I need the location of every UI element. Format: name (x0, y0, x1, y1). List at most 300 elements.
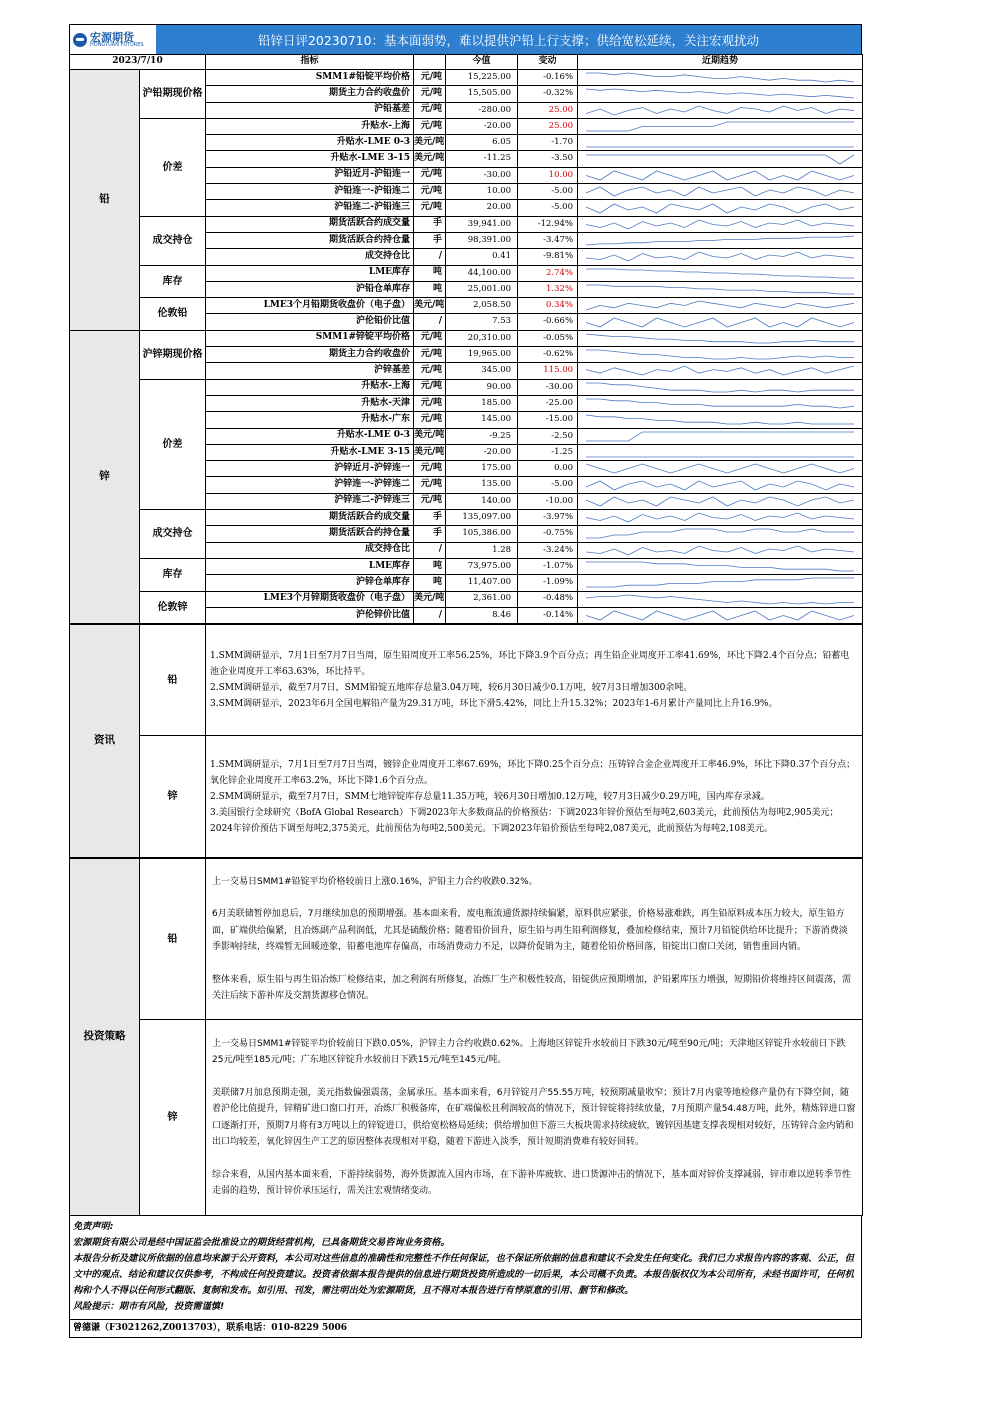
unit-label: 元/吨 (414, 461, 446, 477)
change-value: -3.50 (518, 151, 578, 167)
indicator-name: 升贴水-LME 3-15 (206, 444, 414, 460)
today-value: 140.00 (446, 493, 518, 509)
sparkline-chart (580, 316, 860, 329)
change-value: 115.00 (518, 363, 578, 379)
change-value: -3.97% (518, 510, 578, 526)
indicator-name: 沪锌连一-沪锌连二 (206, 477, 414, 493)
unit-label: 美元/吨 (414, 135, 446, 151)
trend-cell (578, 558, 863, 574)
change-value: -0.14% (518, 607, 578, 623)
change-value: 25.00 (518, 102, 578, 118)
trend-cell (578, 249, 863, 265)
today-value: -280.00 (446, 102, 518, 118)
sparkline-trend (586, 89, 854, 98)
disclaimer-line: 本报告分析及建议所依据的信息均来源于公开资料，本公司对这些信息的准确性和完整性不作任何保证，也不保证所依据的信息和建议不会发生任何变化。我们已力求报告内容的客观、公正，但文中的观点、结论和建议仅供参考，不构成任何投资建议。投资者依据本报告提供的信息进行期货投资所造成的一切后果，本公司概不负责。本报告版权仅为本公司所有，未经书面许可，任何机构和个人不得以任何形式翻版、复制和发布。如引用、刊发，需注明出处为宏源期货，且不得对本报告进行有悖原意的引用、删节和修改。 (73, 1253, 854, 1297)
change-value: -0.66% (518, 314, 578, 330)
indicator-name: LME3个月锌期货收盘价（电子盘） (206, 591, 414, 607)
sparkline-chart (580, 479, 860, 492)
change-value: 25.00 (518, 118, 578, 134)
logo-name-en: HONGYUAN FUTURES (90, 41, 144, 48)
unit-label: 元/吨 (414, 395, 446, 411)
change-value: 2.74% (518, 265, 578, 281)
trend-cell (578, 591, 863, 607)
sparkline-trend (586, 252, 854, 261)
indicator-name: 沪铅连一-沪铅连二 (206, 184, 414, 200)
trend-cell (578, 461, 863, 477)
trend-cell (578, 412, 863, 428)
trend-cell (578, 118, 863, 134)
unit-label: 美元/吨 (414, 428, 446, 444)
sparkline-trend (586, 73, 854, 82)
sparkline-chart (580, 185, 860, 198)
trend-cell (578, 135, 863, 151)
change-value: -15.00 (518, 412, 578, 428)
indicator-name: 沪铅连二-沪铅连三 (206, 200, 414, 216)
sparkline-trend (586, 301, 854, 310)
sparkline-chart (580, 202, 860, 215)
today-value: -30.00 (446, 167, 518, 183)
column-header-change: 变动 (518, 55, 578, 70)
trend-cell (578, 314, 863, 330)
lead-group-label: 沪铅期现价格 (140, 70, 206, 119)
sparkline-chart (580, 87, 860, 100)
indicator-name: 升贴水-广东 (206, 412, 414, 428)
unit-label: / (414, 314, 446, 330)
news-lead-label: 铅 (140, 625, 206, 736)
trend-cell (578, 232, 863, 248)
sparkline-chart (580, 332, 860, 345)
zinc-group-label: 沪锌期现价格 (140, 330, 206, 379)
indicator-name: 期货主力合约收盘价 (206, 86, 414, 102)
today-value: 19,965.00 (446, 347, 518, 363)
trend-cell (578, 510, 863, 526)
unit-label: 吨 (414, 575, 446, 591)
indicator-name: LME库存 (206, 265, 414, 281)
strategy-section-label: 投资策略 (70, 859, 140, 1216)
indicator-name: 沪伦铅价比值 (206, 314, 414, 330)
unit-label: 手 (414, 526, 446, 542)
lead-group-label: 伦敦铅 (140, 298, 206, 331)
sparkline-trend (586, 122, 854, 131)
unit-label: 美元/吨 (414, 151, 446, 167)
strategy-zinc-paragraph: 综合来看，从国内基本面来看，下游持续弱势，海外货源流入国内市场，在下游补库疲软、进口货源冲击的情况下，基本面对锌价支撑减弱，锌市难以逆转季节性走弱的趋势，预计锌价承压运行，需关注宏观情绪变动。 (212, 1169, 852, 1197)
report-header (69, 24, 862, 54)
sparkline-chart (580, 446, 860, 459)
change-value: -25.00 (518, 395, 578, 411)
strategy-section (69, 858, 863, 1216)
trend-cell (578, 216, 863, 232)
market-data-table (69, 54, 863, 624)
table-row (70, 379, 863, 395)
unit-label: 元/吨 (414, 167, 446, 183)
disclaimer-line: 宏源期货有限公司是经中国证监会批准设立的期货经营机构，已具备期货交易咨询业务资格。 (73, 1237, 450, 1249)
change-value: -0.05% (518, 330, 578, 346)
trend-cell (578, 526, 863, 542)
today-value: 44,100.00 (446, 265, 518, 281)
sparkline-trend (586, 236, 854, 245)
table-row (70, 558, 863, 574)
trend-cell (578, 86, 863, 102)
sparkline-chart (580, 576, 860, 589)
sparkline-trend (586, 187, 854, 196)
table-row (70, 330, 863, 346)
unit-label: 元/吨 (414, 200, 446, 216)
indicator-name: 沪伦锌价比值 (206, 607, 414, 623)
sparkline-chart (580, 397, 860, 410)
today-value: 2,361.00 (446, 591, 518, 607)
disclaimer-line: 风险提示：期市有风险，投资需谨慎! (73, 1301, 225, 1313)
today-value: 7.53 (446, 314, 518, 330)
sparkline-trend (586, 611, 854, 620)
sparkline-chart (580, 169, 860, 182)
sparkline-chart (580, 413, 860, 426)
sparkline-trend (586, 106, 854, 115)
lead-section-label: 铅 (70, 70, 140, 331)
news-section (69, 624, 863, 858)
strategy-lead-paragraph: 6月美联储暂停加息后，7月继续加息的预期增强。基本面来看，废电瓶流通货源持续偏紧，原料供应紧张，价格易涨难跌，再生铅原料成本压力较大，原生铅方面，矿端供给偏紧，且冶炼副产品利润低，尤其是硫酸价格；随着铅价回升，原生铅与再生铅利润修复，叠加检修结束，预计7月铅锭供给环比提升；下游消费淡季影响持续，终端暂无回暖迹象，铅蓄电池库存偏高，市场消费动力不足，以降价促销为主，随着伦铅价格回落，铅锭出口窗口关闭，销售重回内销。 (212, 909, 848, 953)
sparkline-trend (586, 350, 854, 359)
sparkline-chart (580, 495, 860, 508)
trend-cell (578, 379, 863, 395)
strategy-lead-label: 铅 (140, 859, 206, 1020)
change-value: 10.00 (518, 167, 578, 183)
today-value: 11,407.00 (446, 575, 518, 591)
trend-cell (578, 542, 863, 558)
indicator-name: 升贴水-LME 3-15 (206, 151, 414, 167)
today-value: 8.46 (446, 607, 518, 623)
today-value: 135.00 (446, 477, 518, 493)
indicator-name: 升贴水-LME 0-3 (206, 135, 414, 151)
unit-label: 美元/吨 (414, 444, 446, 460)
strategy-zinc-label: 锌 (140, 1020, 206, 1216)
change-value: 0.34% (518, 298, 578, 314)
trend-cell (578, 575, 863, 591)
zinc-group-label: 价差 (140, 379, 206, 509)
table-row (70, 591, 863, 607)
trend-cell (578, 428, 863, 444)
indicator-name: 升贴水-天津 (206, 395, 414, 411)
today-value: 90.00 (446, 379, 518, 395)
indicator-name: 沪锌近月-沪锌连一 (206, 461, 414, 477)
trend-cell (578, 70, 863, 86)
lead-group-label: 库存 (140, 265, 206, 298)
change-value: -0.16% (518, 70, 578, 86)
sparkline-chart (580, 527, 860, 540)
change-value: -0.62% (518, 347, 578, 363)
table-row (70, 118, 863, 134)
disclaimer (69, 1216, 862, 1320)
today-value: -11.25 (446, 151, 518, 167)
analyst-contact: 曾德谦（F3021262,Z0013703），联系电话：010-8229 5006 (69, 1320, 862, 1338)
today-value: 15,225.00 (446, 70, 518, 86)
today-value: -20.00 (446, 118, 518, 134)
news-lead-item: 3.SMM调研显示，2023年6月全国电解铅产量为29.31万吨，环比下滑5.42%，同比上升15.32%；2023年1-6月累计产量同比上升16.9%。 (210, 699, 778, 710)
today-value: 1.28 (446, 542, 518, 558)
indicator-name: 升贴水-上海 (206, 379, 414, 395)
strategy-zinc-paragraph: 美联储7月加息预期走强，美元指数偏强震荡，金属承压。基本面来看，6月锌锭月产55.55万吨，较预期减量收窄；预计7月内蒙等地检修产量仍有下降空间，随着沪伦比值提升，锌精矿进口窗口打开，冶炼厂积极备库，在矿端偏松且利润较高的情况下，预计锌锭将持续放量，7月预期产量54.48万吨，此外，精炼锌进口窗口逐渐打开，预期7月将有3万吨以上的锌锭进口，供给宽松格局延续；供给增加但下游三大板块需求持续疲软，镀锌因基建支撑表现相对较好，压铸锌合金内销和出口均较差，氧化锌因生产工艺的原因整体表现相对平稳，随着下游进入淡季，预计短期消费难有较好回转。 (212, 1087, 856, 1148)
sparkline-trend (586, 464, 854, 473)
indicator-name: SMM1#铅锭平均价格 (206, 70, 414, 86)
indicator-name: 沪锌连二-沪锌连三 (206, 493, 414, 509)
sparkline-chart (580, 71, 860, 84)
indicator-name: 沪锌仓单库存 (206, 575, 414, 591)
unit-label: 吨 (414, 265, 446, 281)
unit-label: 元/吨 (414, 184, 446, 200)
sparkline-trend (586, 529, 854, 538)
today-value: 20.00 (446, 200, 518, 216)
strategy-lead-content (206, 859, 863, 1020)
unit-label: 元/吨 (414, 102, 446, 118)
strategy-lead-paragraph: 上一交易日SMM1#铅锭平均价格较前日上涨0.16%，沪铅主力合约收跌0.32%。 (212, 876, 538, 887)
change-value: -0.32% (518, 86, 578, 102)
unit-label: 元/吨 (414, 493, 446, 509)
change-value: -3.47% (518, 232, 578, 248)
lead-group-label: 价差 (140, 118, 206, 216)
trend-cell (578, 607, 863, 623)
change-value: -5.00 (518, 184, 578, 200)
news-zinc-content (206, 736, 863, 858)
report-title: 铅锌日评20230710：基本面弱势，难以提供沪铅上行支撑；供给宽松延续，关注宏观扰动 (257, 32, 760, 48)
today-value: 6.05 (446, 135, 518, 151)
trend-cell (578, 265, 863, 281)
change-value: -1.07% (518, 558, 578, 574)
strategy-lead-paragraph: 整体来看，原生铅与再生铅冶炼厂检修结束，加之利润有所修复，冶炼厂生产积极性较高，铅锭供应预期增加，沪铅累库压力增强，短期铅价将维持区间震荡，需关注后续下游补库及交割货源移仓情况。 (212, 974, 852, 1002)
table-row (70, 216, 863, 232)
today-value: 0.41 (446, 249, 518, 265)
sparkline-chart (580, 593, 860, 606)
news-zinc-item: 1.SMM调研显示，7月1日至7月7日当周，镀锌企业周度开工率67.69%，环比下降0.25个百分点；压铸锌合金企业周度开工率46.9%，环比下降0.37个百分点；氧化锌企业周度开工率63.2%，环比下降1.6个百分点。 (210, 759, 856, 786)
sparkline-trend (586, 415, 854, 424)
indicator-name: 沪铅近月-沪铅连一 (206, 167, 414, 183)
sparkline-trend (586, 497, 854, 506)
column-header-today: 今值 (446, 55, 518, 70)
unit-label: 吨 (414, 281, 446, 297)
sparkline-trend (586, 595, 854, 604)
change-value: -12.94% (518, 216, 578, 232)
indicator-name: 升贴水-上海 (206, 118, 414, 134)
sparkline-chart (580, 153, 860, 166)
unit-label: 元/吨 (414, 412, 446, 428)
logo-icon (73, 33, 87, 47)
table-header-row (70, 55, 863, 70)
unit-label: 吨 (414, 558, 446, 574)
today-value: 98,391.00 (446, 232, 518, 248)
sparkline-trend (586, 269, 854, 278)
sparkline-trend (586, 155, 854, 164)
sparkline-chart (580, 250, 860, 263)
sparkline-chart (580, 120, 860, 133)
change-value: -0.48% (518, 591, 578, 607)
sparkline-trend (586, 318, 854, 327)
unit-label: 美元/吨 (414, 591, 446, 607)
news-section-label: 资讯 (70, 625, 140, 858)
unit-label: 美元/吨 (414, 298, 446, 314)
sparkline-chart (580, 348, 860, 361)
today-value: 39,941.00 (446, 216, 518, 232)
sparkline-chart (580, 609, 860, 622)
table-row (70, 265, 863, 281)
change-value: -0.75% (518, 526, 578, 542)
today-value: 10.00 (446, 184, 518, 200)
change-value: -2.50 (518, 428, 578, 444)
trend-cell (578, 167, 863, 183)
unit-label: 手 (414, 510, 446, 526)
sparkline-trend (586, 432, 854, 441)
sparkline-trend (586, 383, 854, 392)
today-value: -9.25 (446, 428, 518, 444)
change-value: -1.25 (518, 444, 578, 460)
change-value: -1.70 (518, 135, 578, 151)
sparkline-trend (586, 481, 854, 490)
change-value: -10.00 (518, 493, 578, 509)
today-value: 135,097.00 (446, 510, 518, 526)
indicator-name: 期货活跃合约成交量 (206, 510, 414, 526)
company-logo (70, 25, 156, 54)
column-header-indicator: 指标 (206, 55, 414, 70)
today-value: 20,310.00 (446, 330, 518, 346)
trend-cell (578, 102, 863, 118)
disclaimer-title: 免责声明: (73, 1221, 114, 1233)
indicator-name: 沪锌基差 (206, 363, 414, 379)
unit-label: 元/吨 (414, 86, 446, 102)
change-value: -5.00 (518, 200, 578, 216)
unit-label: 元/吨 (414, 363, 446, 379)
sparkline-trend (586, 399, 854, 408)
unit-label: 元/吨 (414, 118, 446, 134)
trend-cell (578, 200, 863, 216)
unit-label: / (414, 249, 446, 265)
indicator-name: 升贴水-LME 0-3 (206, 428, 414, 444)
indicator-name: LME库存 (206, 558, 414, 574)
unit-label: / (414, 607, 446, 623)
trend-cell (578, 298, 863, 314)
logo-name-cn: 宏源期货 (90, 30, 134, 44)
lead-group-label: 成交持仓 (140, 216, 206, 265)
unit-label: 手 (414, 216, 446, 232)
strategy-zinc-paragraph: 上一交易日SMM1#锌锭平均价较前日下跌0.05%，沪锌主力合约收跌0.62%。上海地区锌锭升水较前日下跌30元/吨至90元/吨；天津地区锌锭升水较前日下跌25元/吨至185元/吨；广东地区锌锭升水较前日下跌15元/吨至145元/吨。 (212, 1038, 846, 1066)
unit-label: 元/吨 (414, 330, 446, 346)
sparkline-chart (580, 462, 860, 475)
news-zinc-item: 3.美国银行全球研究（BofA Global Research）下调2023年大多数商品的价格预估：下调2023年锌价预估至每吨2,603美元，此前预估为每吨2,905美元；2024年锌价预估下调至每吨2,375美元，此前预估为每吨2,500美元。下调2023年铅价预估至每吨2,087美元，此前预估为每吨2,108美元。 (210, 807, 839, 834)
sparkline-chart (580, 104, 860, 117)
trend-cell (578, 395, 863, 411)
sparkline-chart (580, 218, 860, 231)
today-value: 73,975.00 (446, 558, 518, 574)
sparkline-chart (580, 381, 860, 394)
indicator-name: SMM1#锌锭平均价格 (206, 330, 414, 346)
change-value: -9.81% (518, 249, 578, 265)
indicator-name: LME3个月铅期货收盘价（电子盘） (206, 298, 414, 314)
sparkline-chart (580, 234, 860, 247)
trend-cell (578, 151, 863, 167)
sparkline-chart (580, 560, 860, 573)
sparkline-trend (586, 366, 854, 375)
trend-cell (578, 347, 863, 363)
sparkline-chart (580, 299, 860, 312)
indicator-name: 成交持仓比 (206, 542, 414, 558)
sparkline-trend (586, 546, 854, 555)
unit-label: 元/吨 (414, 477, 446, 493)
today-value: 185.00 (446, 395, 518, 411)
zinc-section-label: 锌 (70, 330, 140, 623)
table-row (70, 298, 863, 314)
sparkline-chart (580, 430, 860, 443)
news-lead-item: 2.SMM调研显示，截至7月7日，SMM铅锭五地库存总量3.04万吨，较6月30日减少0.1万吨，较7月3日增加300余吨。 (210, 683, 693, 694)
report-date: 2023/7/10 (70, 55, 206, 70)
today-value: 145.00 (446, 412, 518, 428)
trend-cell (578, 363, 863, 379)
unit-label: 手 (414, 232, 446, 248)
unit-label: 元/吨 (414, 70, 446, 86)
change-value: -30.00 (518, 379, 578, 395)
indicator-name: 期货主力合约收盘价 (206, 347, 414, 363)
report-sheet (69, 24, 862, 1338)
sparkline-chart (580, 544, 860, 557)
indicator-name: 期货活跃合约成交量 (206, 216, 414, 232)
change-value: 1.32% (518, 281, 578, 297)
today-value: 2,058.50 (446, 298, 518, 314)
today-value: 175.00 (446, 461, 518, 477)
indicator-name: 成交持仓比 (206, 249, 414, 265)
change-value: -5.00 (518, 477, 578, 493)
table-row (70, 510, 863, 526)
sparkline-trend (586, 204, 854, 213)
unit-label: 元/吨 (414, 379, 446, 395)
indicator-name: 沪铅仓单库存 (206, 281, 414, 297)
today-value: 345.00 (446, 363, 518, 379)
sparkline-trend (586, 562, 854, 571)
change-value: -3.24% (518, 542, 578, 558)
today-value: 105,386.00 (446, 526, 518, 542)
sparkline-trend (586, 171, 854, 180)
sparkline-trend (586, 334, 854, 343)
news-lead-item: 1.SMM调研显示，7月1日至7月7日当周，原生铅周度开工率56.25%，环比下降3.9个百分点；再生铅企业周度开工率41.69%，环比下降2.4个百分点；铅蓄电池企业周度开工率63.63%，环比持平。 (210, 651, 850, 678)
zinc-group-label: 成交持仓 (140, 510, 206, 559)
news-zinc-label: 锌 (140, 736, 206, 858)
sparkline-trend (586, 578, 854, 587)
sparkline-trend (586, 513, 854, 522)
sparkline-trend (586, 220, 854, 229)
trend-cell (578, 184, 863, 200)
sparkline-chart (580, 364, 860, 377)
zinc-group-label: 伦敦锌 (140, 591, 206, 624)
today-value: 15,505.00 (446, 86, 518, 102)
change-value: -1.09% (518, 575, 578, 591)
change-value: 0.00 (518, 461, 578, 477)
strategy-zinc-content (206, 1020, 863, 1216)
indicator-name: 期货活跃合约持仓量 (206, 232, 414, 248)
sparkline-chart (580, 267, 860, 280)
indicator-name: 期货活跃合约持仓量 (206, 526, 414, 542)
sparkline-chart (580, 283, 860, 296)
indicator-name: 沪铅基差 (206, 102, 414, 118)
trend-cell (578, 281, 863, 297)
news-zinc-item: 2.SMM调研显示，截至7月7日，SMM七地锌锭库存总量11.35万吨，较6月30日增加0.12万吨，较7月3日减少0.29万吨，国内库存录减。 (210, 791, 770, 802)
sparkline-trend (586, 285, 854, 294)
today-value: -20.00 (446, 444, 518, 460)
table-row (70, 70, 863, 86)
unit-label: / (414, 542, 446, 558)
zinc-group-label: 库存 (140, 558, 206, 591)
today-value: 25,001.00 (446, 281, 518, 297)
trend-cell (578, 477, 863, 493)
trend-cell (578, 444, 863, 460)
sparkline-chart (580, 136, 860, 149)
column-header-trend: 近期趋势 (578, 55, 863, 70)
news-lead-content (206, 625, 863, 736)
trend-cell (578, 493, 863, 509)
unit-label: 元/吨 (414, 347, 446, 363)
